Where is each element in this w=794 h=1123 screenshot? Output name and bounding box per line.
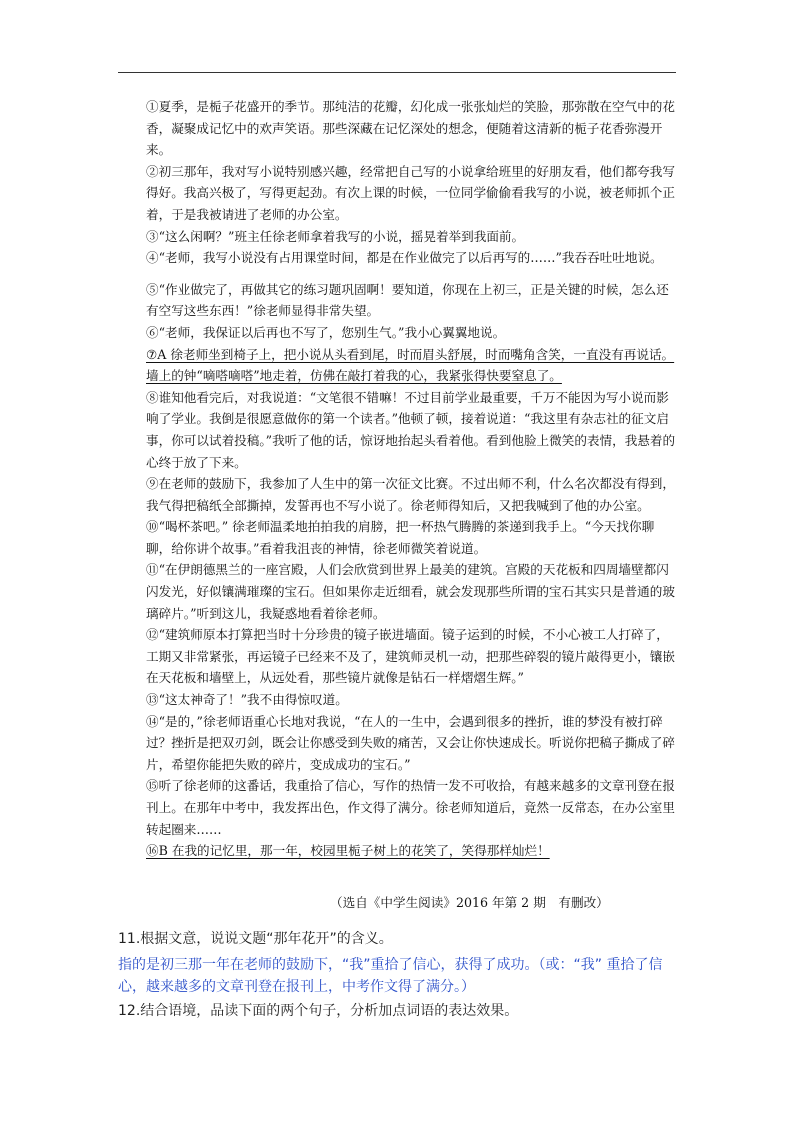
paragraph-15: ⑮听了徐老师的这番话，我重拾了信心，写作的热情一发不可收拾，有越来越多的文章刊登在报刊上。在那年中考中，我发挥出色，作文得了满分。徐老师知道后，竟然一反常态，在办公室里转起圈来…… [146, 778, 675, 837]
header-rule [118, 72, 676, 73]
article-source: （选自《中学生阅读》2016 年第 2 期 有删改） [330, 895, 609, 910]
paragraph-5: ⑤“作业做完了，再做其它的练习题巩固啊！要知道，你现在上初三，正是关键的时候，怎么还有空写这些东西！”徐老师显得非常失望。 [146, 281, 669, 319]
paragraph-2: ②初三那年，我对写小说特别感兴趣，经常把自己写的小说拿给班里的好朋友看，他们都夸我写得好。我高兴极了，写得更起劲。有次上课的时候，一位同学偷偷看我写的小说，被老师抓个正着，于是我被请进了老师的办公室。 [146, 163, 675, 222]
article-body [146, 96, 676, 862]
paragraph-10: ⑩“喝杯茶吧。” 徐老师温柔地拍拍我的肩膀，把一杯热气腾腾的茶递到我手上。“今天找你聊聊，给你讲个故事。”看着我沮丧的神情，徐老师微笑着说道。 [146, 519, 655, 556]
question-12: 12.结合语境，品读下面的两个句子，分析加点词语的表达效果。 [118, 1003, 519, 1019]
paragraph-4: ④“老师，我写小说没有占用课堂时间，都是在作业做完了以后再写的……”我吞吞吐吐地说。 [146, 250, 663, 266]
paragraph-13: ⑬“这太神奇了！”我不由得惊叹道。 [146, 692, 348, 708]
paragraph-9: ⑨在老师的鼓励下，我参加了人生中的第一次征文比赛。不过出师不利，什么名次都没有得到，我气得把稿纸全部撕掉，发誓再也不写小说了。徐老师得知后，又把我喊到了他的办公室。 [146, 476, 675, 513]
paragraph-1: ①夏季，是栀子花盛开的季节。那纯洁的花瓣，幻化成一张张灿烂的笑脸，那弥散在空气中的花香，凝聚成记忆中的欢声笑语。那些深藏在记忆深处的想念，便随着这清新的栀子花香弥漫开来。 [146, 99, 675, 158]
paragraph-7: ⑦A 徐老师坐到椅子上，把小说从头看到尾，时而眉头舒展，时而嘴角含笑，一直没有再说话。墙上的钟“嘀嗒嘀嗒”地走着，仿佛在敲打着我的心，我紧张得快要窒息了。 [146, 346, 675, 384]
paragraph-16: ⑯B 在我的记忆里，那一年，校园里栀子树上的花笑了，笑得那样灿烂！ [146, 843, 550, 859]
paragraph-8: ⑧谁知他看完后，对我说道：“文笔很不错嘛！不过目前学业最重要，千万不能因为写小说而影响了学业。我倒是很愿意做你的第一个读者。”他顿了顿，接着说道：“我这里有杂志社的征文启事，你可以试着投稿。”我听了他的话，惊讶地抬起头看着他。看到他脸上微笑的表情，我悬着的心终于放了下来。 [146, 389, 676, 470]
paragraph-6: ⑥“老师，我保证以后再也不写了，您别生气。”我小心翼翼地说。 [146, 324, 506, 340]
paragraph-11: ⑪“在伊朗德黑兰的一座宫殿，人们会欣赏到世界上最美的建筑。宫殿的天花板和四周墙壁都闪闪发光，好似镶满璀璨的宝石。但如果你走近细看，就会发现那些所谓的宝石其实只是普通的玻璃碎片。”听到这儿，我疑惑地看着徐老师。 [146, 562, 675, 621]
paragraph-12: ⑫“建筑师原本打算把当时十分珍贵的镜子嵌进墙面。镜子运到的时候，不小心被工人打碎了，工期又非常紧张，再运镜子已经来不及了，建筑师灵机一动，把那些碎裂的镜片敲得更小，镶嵌在天花板和墙壁上，从远处看，那些镜片就像是钻石一样熠熠生辉。” [146, 627, 675, 686]
paragraph-14: ⑭“是的，”徐老师语重心长地对我说，“在人的一生中，会遇到很多的挫折，谁的梦没有被打碎过？挫折是把双刃剑，既会让你感受到失败的痛苦，又会让你快速成长。听说你把稿子撕成了碎片，希望你能把失败的碎片，变成成功的宝石。” [146, 713, 675, 772]
question-11: 11.根据文意，说说文题“那年花开”的含义。 [118, 931, 393, 947]
answer-11: 指的是初三那一年在老师的鼓励下，“我”重拾了信心，获得了成功。（或：“我” 重拾了信心，越来越多的文章刊登在报刊上，中考作文得了满分。） [118, 957, 663, 995]
paragraph-3: ③“这么闲啊？”班主任徐老师拿着我写的小说，摇晃着举到我面前。 [146, 228, 525, 244]
